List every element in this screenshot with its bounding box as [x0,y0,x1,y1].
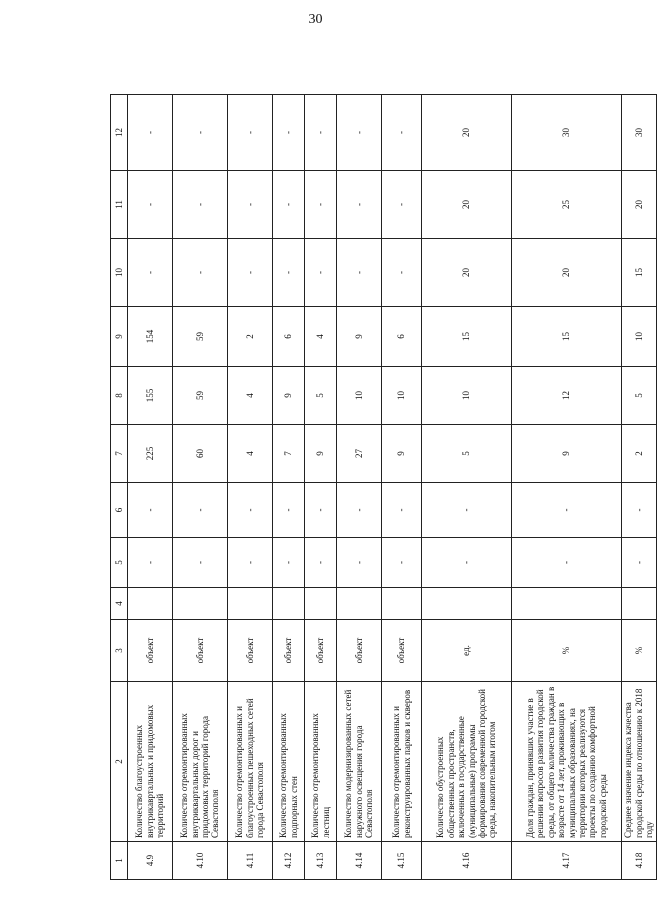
header-cell: 6 [111,483,128,538]
header-cell: 3 [111,620,128,682]
page-number: 30 [308,12,323,27]
value-cell: - [337,171,382,239]
unit-cell: % [622,620,657,682]
indicator-name: Доля граждан, принявших участие в решении вопросов развития городской среды, от общего количества граждан в возрасте от 14 лет, проживающих в муниципальных образованиях, на территории которых реализуются проекты по созданию комфортной городской среды [512,682,622,842]
value-cell: 30 [512,95,622,171]
table-row [337,95,382,880]
header-cell: 7 [111,425,128,483]
indicator-name: Количество отремонтированных и реконструированных парков и скверов [382,682,422,842]
value-cell: 20 [622,171,657,239]
row-number: 4.11 [228,842,273,880]
unit-cell: % [512,620,622,682]
table-row [128,95,173,880]
value-cell: - [273,538,305,588]
header-cell: 5 [111,538,128,588]
value-cell: - [173,538,228,588]
value-cell: - [512,483,622,538]
value-cell: 15 [622,239,657,307]
value-cell [512,588,622,620]
unit-cell: объект [337,620,382,682]
value-cell: - [173,171,228,239]
value-cell: - [305,239,337,307]
value-cell: - [128,483,173,538]
row-number: 4.9 [128,842,173,880]
rotated-table-container [110,95,655,880]
unit-cell: объект [228,620,273,682]
table-row [173,95,228,880]
value-cell: 10 [382,367,422,425]
value-cell: 27 [337,425,382,483]
value-cell: - [128,171,173,239]
value-cell [273,588,305,620]
table-row [512,95,622,880]
indicator-name: Количество отремонтированных внутриквартальных дорог и придомовых территорий города Севастополя [173,682,228,842]
header-cell: 8 [111,367,128,425]
table-row [305,95,337,880]
value-cell: - [228,171,273,239]
value-cell: 30 [622,95,657,171]
value-cell: 225 [128,425,173,483]
value-cell: - [305,538,337,588]
value-cell: 154 [128,307,173,367]
value-cell: - [382,538,422,588]
value-cell: 10 [422,367,512,425]
value-cell: 5 [622,367,657,425]
row-number: 4.18 [622,842,657,880]
header-cell: 12 [111,95,128,171]
value-cell [128,588,173,620]
value-cell: - [228,95,273,171]
value-cell: 20 [422,171,512,239]
value-cell: - [337,95,382,171]
value-cell: 25 [512,171,622,239]
header-cell: 11 [111,171,128,239]
row-number: 4.10 [173,842,228,880]
row-number: 4.15 [382,842,422,880]
value-cell: - [422,483,512,538]
table-row [228,95,273,880]
value-cell: - [173,239,228,307]
indicator-name: Количество модернизированных сетей наружного освещения города Севастополя [337,682,382,842]
row-number: 4.16 [422,842,512,880]
row-number: 4.14 [337,842,382,880]
value-cell: 60 [173,425,228,483]
value-cell: - [128,239,173,307]
value-cell: 20 [422,239,512,307]
row-number: 4.17 [512,842,622,880]
indicator-name: Среднее значение индекса качества городской среды по отношению к 2018 году [622,682,657,842]
row-number: 4.13 [305,842,337,880]
table-row [622,95,657,880]
unit-cell: объект [173,620,228,682]
value-cell: 5 [305,367,337,425]
value-cell: - [512,538,622,588]
unit-cell: объект [305,620,337,682]
value-cell: - [173,483,228,538]
value-cell: - [422,538,512,588]
value-cell: - [382,483,422,538]
value-cell [422,588,512,620]
unit-cell: ед. [422,620,512,682]
value-cell: - [273,171,305,239]
value-cell: 4 [228,425,273,483]
value-cell [622,588,657,620]
value-cell: 9 [305,425,337,483]
table-row [422,95,512,880]
table-row [273,95,305,880]
value-cell: - [305,483,337,538]
value-cell: 4 [228,367,273,425]
value-cell: 12 [512,367,622,425]
value-cell: 7 [273,425,305,483]
value-cell: - [173,95,228,171]
indicator-name: Количество отремонтированных и благоустроенных пешеходных сетей города Севастополя [228,682,273,842]
value-cell: 15 [512,307,622,367]
value-cell: 20 [422,95,512,171]
indicator-name: Количество благоустроенных внутрикавртальных и придомовых территорий [128,682,173,842]
value-cell: - [337,483,382,538]
unit-cell: объект [128,620,173,682]
value-cell: 9 [337,307,382,367]
header-cell: 2 [111,682,128,842]
header-cell: 10 [111,239,128,307]
value-cell [382,588,422,620]
header-cell: 1 [111,842,128,880]
value-cell: 9 [382,425,422,483]
value-cell: 9 [512,425,622,483]
header-cell: 9 [111,307,128,367]
value-cell: - [305,171,337,239]
value-cell: - [622,483,657,538]
value-cell: 20 [512,239,622,307]
value-cell: - [273,239,305,307]
value-cell: - [337,239,382,307]
header-cell: 4 [111,588,128,620]
value-cell: - [273,483,305,538]
row-number: 4.12 [273,842,305,880]
value-cell: - [228,239,273,307]
value-cell [173,588,228,620]
value-cell: 5 [422,425,512,483]
unit-cell: объект [382,620,422,682]
value-cell: - [382,95,422,171]
header-row [111,95,128,880]
value-cell: 59 [173,307,228,367]
value-cell [337,588,382,620]
value-cell: 9 [273,367,305,425]
value-cell: - [305,95,337,171]
value-cell: 4 [305,307,337,367]
value-cell: 59 [173,367,228,425]
value-cell: - [382,171,422,239]
value-cell [305,588,337,620]
value-cell: - [273,95,305,171]
table-row [382,95,422,880]
value-cell: - [228,483,273,538]
value-cell: 6 [382,307,422,367]
unit-cell: объект [273,620,305,682]
value-cell: 10 [622,307,657,367]
value-cell: 15 [422,307,512,367]
value-cell: 155 [128,367,173,425]
indicators-table [110,94,657,880]
value-cell: 2 [228,307,273,367]
indicator-name: Количество обустроенных общественных пространств, включенных в государственные (муниципальные) программы формирования современной городской среды, накопительным итогом [422,682,512,842]
value-cell: 6 [273,307,305,367]
value-cell [228,588,273,620]
indicator-name: Количество отремонтированных лестниц [305,682,337,842]
value-cell: 2 [622,425,657,483]
value-cell: 10 [337,367,382,425]
value-cell: - [337,538,382,588]
value-cell: - [622,538,657,588]
value-cell: - [128,538,173,588]
indicator-name: Количество отремонтированных подпорных стен [273,682,305,842]
value-cell: - [382,239,422,307]
value-cell: - [228,538,273,588]
value-cell: - [128,95,173,171]
